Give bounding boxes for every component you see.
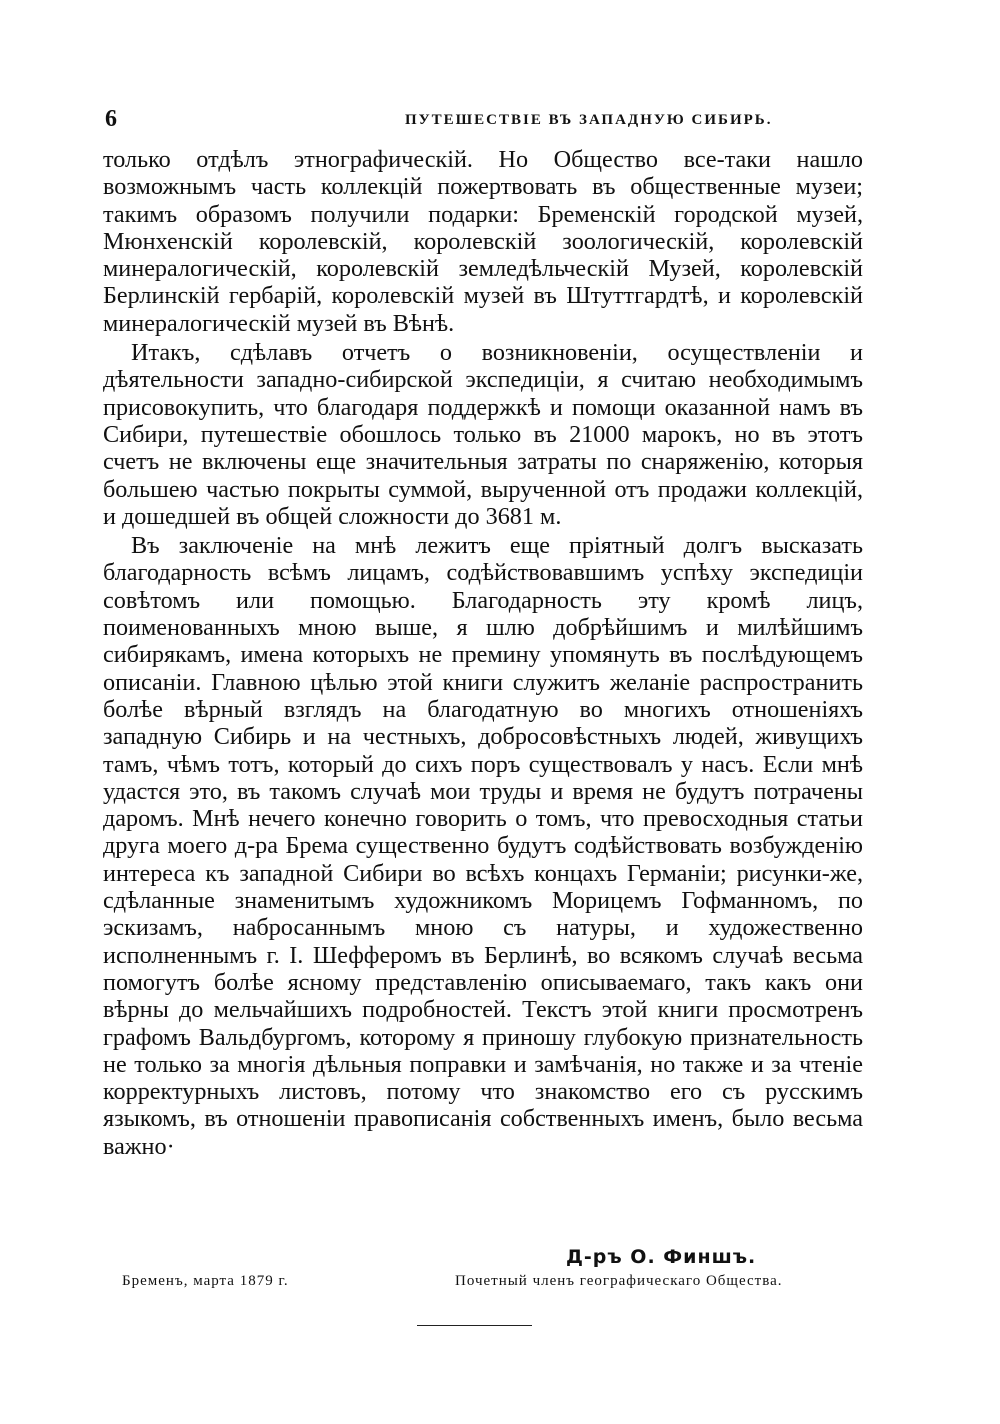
running-title: ПУТЕШЕСТВІЕ ВЪ ЗАПАДНУЮ СИБИРЬ. xyxy=(405,112,773,128)
paragraph-1: только отдѣлъ этнографическій. Но Общество все-таки нашло возможнымъ часть коллекцій пожертвовать въ общественные музеи; такимъ образомъ получили подарки: Бременскій городской музей, Мюнхенскій королевскій, королевскій зоологическій, королевскій минералогическій, королевскій земледѣльческій Музей, королевскій Берлинскій гербарій, королевскій музей въ Штуттгардтѣ, и королевскій минералогическій музей въ Вѣнѣ. xyxy=(103,146,863,337)
body-text xyxy=(103,146,863,1162)
page-header xyxy=(105,106,865,136)
paragraph-3: Въ заключеніе на мнѣ лежитъ еще пріятный долгъ высказать благодарность всѣмъ лицамъ, содѣйствовавшимъ успѣху экспедиціи совѣтомъ или помощью. Благодарность эту кромѣ лицъ, поименованныхъ мною выше, я шлю добрѣйшимъ и милѣйшимъ сибирякамъ, имена которыхъ не премину упомянуть въ послѣдующемъ описаніи. Главною цѣлью этой книги служитъ желаніе распространить болѣе вѣрный взглядъ на благодатную во многихъ отношеніяхъ западную Сибирь и на честныхъ, добросовѣстныхъ людей, живущихъ тамъ, чѣмъ тотъ, который до сихъ поръ существовалъ у насъ. Если мнѣ удастся это, въ такомъ случаѣ мои труды и время не будутъ потрачены даромъ. Мнѣ нечего конечно говорить о томъ, что превосходныя статьи друга моего д-ра Брема существенно будутъ содѣйствовать возбужденію интереса къ западной Сибири во всѣхъ концахъ Германіи; рисунки-же, сдѣланные знаменитымъ художникомъ Морицемъ Гофманномъ, по эскизамъ, набросаннымъ мною съ натуры, и художественно исполненнымъ г. І. Шефферомъ въ Берлинѣ, во всякомъ случаѣ весьма помогутъ болѣе ясному представленію описываемаго, такъ какъ они вѣрны до мельчайшихъ подробностей. Текстъ этой книги просмотренъ графомъ Вальдбургомъ, которому я приношу глубокую признательность не только за многія дѣльныя поправки и замѣчанія, но также и за чтеніе корректурныхъ листовъ, потому что знакомство его съ русскимъ языкомъ, въ отношеніи правописанія собственныхъ именъ, было весьма важно· xyxy=(103,532,863,1160)
closing-rule xyxy=(417,1325,532,1326)
paragraph-2: Итакъ, сдѣлавъ отчетъ о возникновеніи, осуществленіи и дѣятельности западно-сибирской экспедиціи, я считаю необходимымъ присовокупить, что благодаря поддержкѣ и помощи оказанной намъ въ Сибири, путешествіе обошлось только въ 21000 марокъ, но въ этотъ счетъ не включены еще значительныя затраты по снаряженію, которыя большею частью покрыты суммой, вырученной отъ продажи коллекцій, и дошедшей въ общей сложности до 3681 м. xyxy=(103,339,863,530)
author-title: Почетный членъ географическаго Общества. xyxy=(455,1273,783,1289)
place-date: Бременъ, марта 1879 г. xyxy=(122,1273,289,1289)
page-number: 6 xyxy=(105,106,117,132)
author-signature: Д-ръ О. Финшъ. xyxy=(566,1246,757,1268)
